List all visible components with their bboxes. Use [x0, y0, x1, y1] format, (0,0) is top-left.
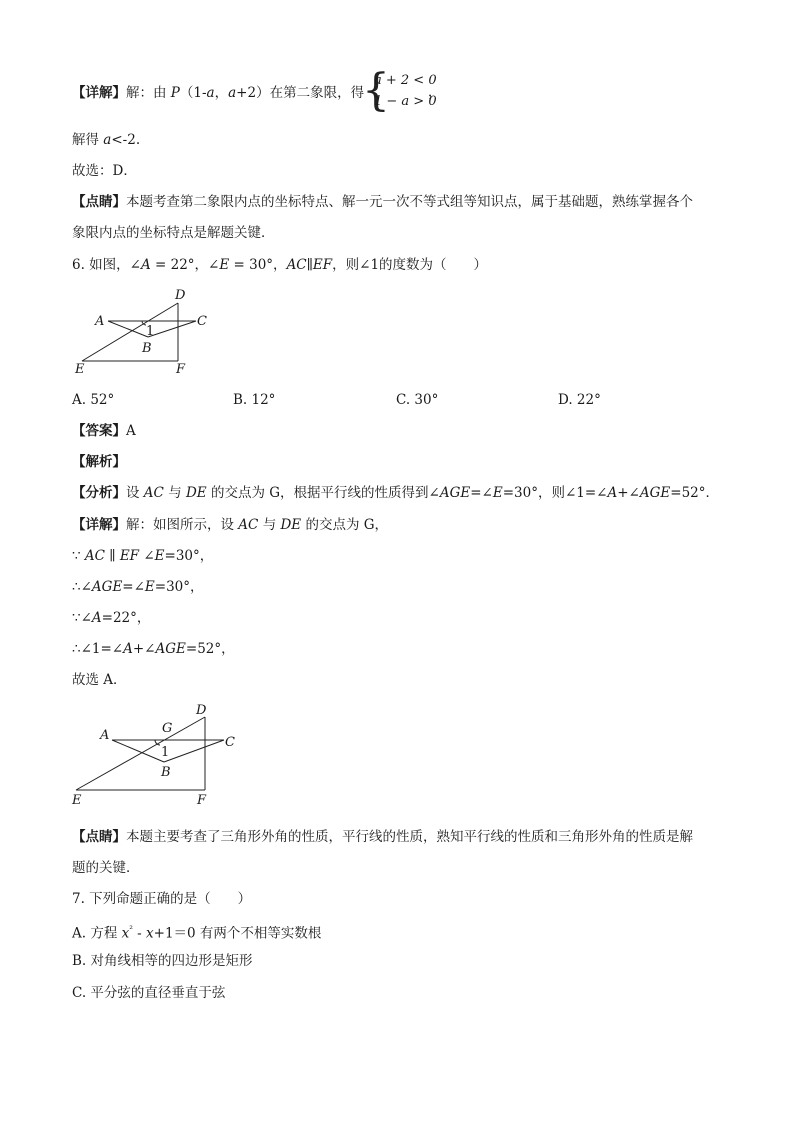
answer-line: 【答案】A	[72, 423, 136, 439]
q6-tip-line-2: 题的关键．	[72, 860, 140, 876]
label-B: B	[142, 341, 152, 356]
detail-line-1: 【详解】解：由 P（1-a，a+2）在第二象限，得	[72, 85, 365, 101]
label-A: A	[95, 314, 105, 329]
tip-tag: 【点睛】	[72, 194, 126, 210]
step-3: ∵∠A=22°，	[72, 610, 151, 626]
inequality-brace: {	[362, 65, 390, 116]
q6-tip-line-1: 【点睛】本题主要考查了三角形外角的性质，平行线的性质，熟知平行线的性质和三角形外角的性质是解	[72, 829, 693, 845]
answer-tag: 【答案】	[72, 423, 126, 439]
inequality-comma: ，	[428, 85, 442, 100]
q7-option-a[interactable]: A. 方程 $x^{^2} - x+1=0$ 有两个不相等实数根	[72, 925, 322, 942]
label-F: F	[197, 793, 207, 808]
step-1: ∵ AC ∥ EF ∠E=30°，	[72, 548, 214, 564]
q6-option-a[interactable]: A. 52°	[72, 392, 115, 408]
solution-result: 解得 a<-2.	[72, 132, 141, 148]
label-one: 1	[146, 324, 155, 339]
label-D: D	[196, 703, 207, 718]
detail-tag: 【详解】	[72, 85, 126, 101]
q7-stem: 7. 下列命题正确的是（ ）	[72, 891, 252, 907]
label-E: E	[75, 362, 85, 377]
inequality-1: a + 2 < 0	[374, 73, 437, 88]
q6-option-c[interactable]: C. 30°	[396, 392, 439, 408]
inequality-2: 1 − a > 0	[374, 94, 437, 109]
tip-line-1: 【点睛】本题考查第二象限内点的坐标特点、解一元一次不等式组等知识点，属于基础题，熟练掌握各个	[72, 194, 693, 210]
label-F: F	[176, 362, 186, 377]
label-A: A	[100, 728, 110, 743]
q6-solution-figure	[68, 700, 248, 812]
line-ED	[76, 717, 205, 790]
q6-stem: 6. 如图，∠A = 22°，∠E = 30°，AC∥EF，则∠1的度数为（ ）	[72, 257, 488, 273]
label-B: B	[161, 765, 171, 780]
choice-line: 故选：D．	[72, 163, 137, 179]
q6-figure	[70, 285, 220, 377]
detail-line: 【详解】解：如图所示，设 AC 与 DE 的交点为 G，	[72, 517, 389, 533]
label-C: C	[197, 314, 207, 329]
step-4: ∴∠1=∠A+∠AGE=52°，	[72, 641, 235, 657]
step-5: 故选 A．	[72, 672, 127, 688]
line-BC	[164, 740, 224, 762]
tip-line-2: 象限内点的坐标特点是解题关键．	[72, 225, 275, 241]
label-D: D	[175, 288, 186, 303]
label-G: G	[162, 721, 173, 736]
analysis-tag: 【解析】	[72, 454, 126, 470]
line-BC	[148, 321, 196, 337]
q6-option-d[interactable]: D. 22°	[558, 392, 601, 408]
analysis-line: 【分析】设 AC 与 DE 的交点为 G，根据平行线的性质得到∠AGE=∠E=30°，则∠1=∠A+∠AGE=52°．	[72, 485, 720, 501]
q7-option-c[interactable]: C. 平分弦的直径垂直于弦	[72, 985, 226, 1001]
label-C: C	[225, 735, 235, 750]
line-AB	[108, 321, 148, 337]
label-one: 1	[161, 745, 170, 760]
label-E: E	[72, 793, 82, 808]
q6-option-b[interactable]: B. 12°	[233, 392, 276, 408]
step-2: ∴∠AGE=∠E=30°，	[72, 579, 204, 595]
q7-option-b[interactable]: B. 对角线相等的四边形是矩形	[72, 953, 253, 969]
